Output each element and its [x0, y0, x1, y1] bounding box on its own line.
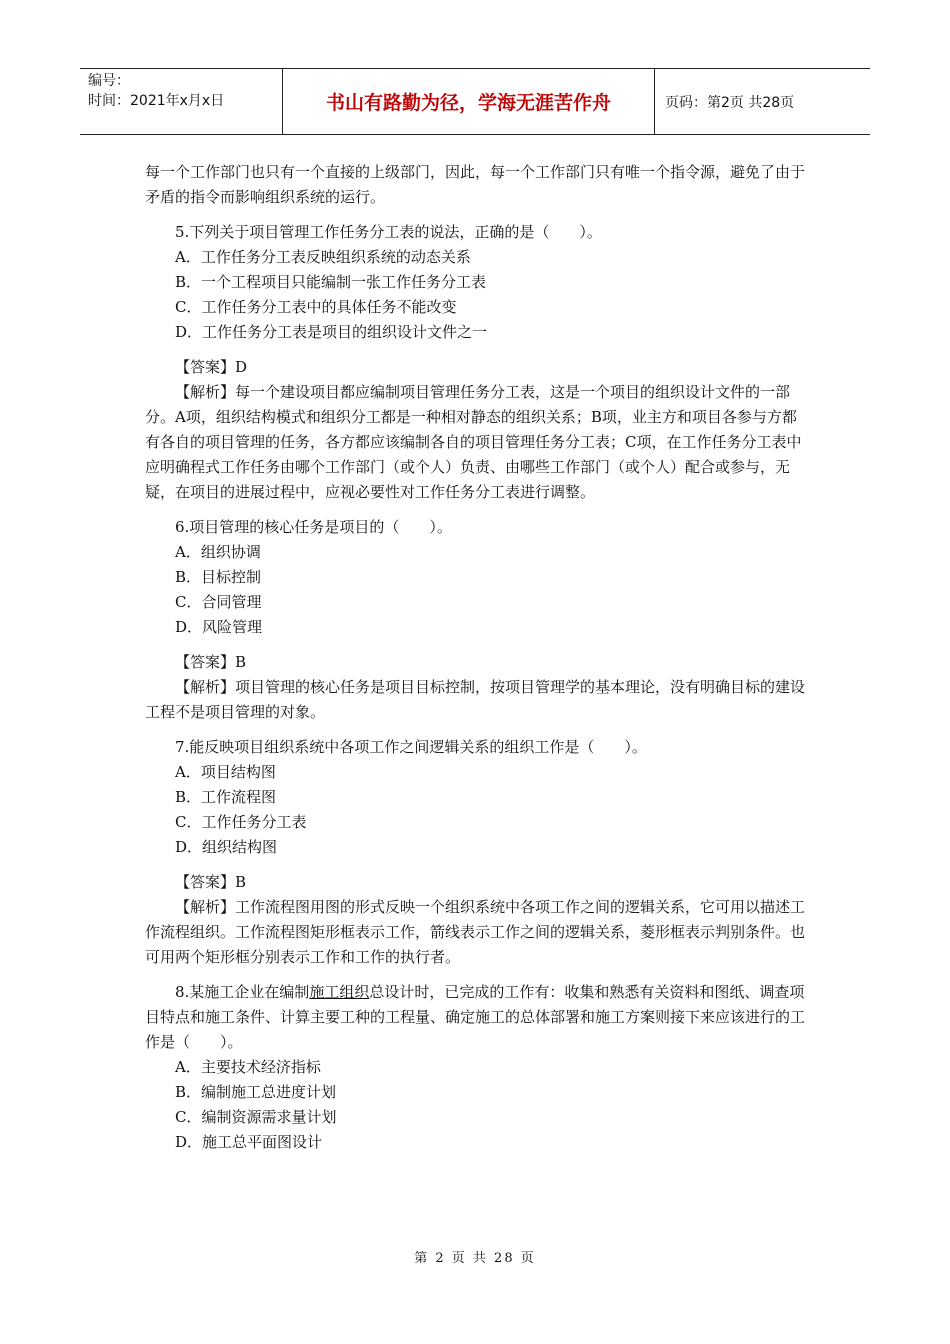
- answer-6: 【答案】B: [175, 653, 247, 671]
- question-6: 6.项目管理的核心任务是项目的（ ）。: [175, 518, 452, 536]
- page-label: 页码：第2页 共28页: [665, 94, 795, 111]
- answer-5: 【答案】D: [175, 358, 248, 376]
- intro-paragraph: 每一个工作部门也只有一个直接的上级部门，因此，每一个工作部门只有唯一个指令源，避免了由于矛盾的指令而影响组织系统的运行。: [145, 163, 806, 206]
- option: D．风险管理: [175, 618, 263, 636]
- option: A．组织协调: [175, 543, 261, 561]
- option: C．编制资源需求量计划: [175, 1108, 337, 1126]
- document-body: [145, 160, 810, 1155]
- question-8-pre: 8.某施工企业在编制: [175, 983, 310, 1001]
- option: A．主要技术经济指标: [175, 1058, 321, 1076]
- option: D．组织结构图: [175, 838, 278, 856]
- page-header: [80, 68, 870, 135]
- option: D．工作任务分工表是项目的组织设计文件之一: [175, 323, 488, 341]
- question-7: 7.能反映项目组织系统中各项工作之间逻辑关系的组织工作是（ ）。: [175, 738, 647, 756]
- answer-7: 【答案】B: [175, 873, 247, 891]
- header-left: [80, 69, 283, 134]
- option: C．合同管理: [175, 593, 262, 611]
- analysis-7: 【解析】工作流程图用图的形式反映一个组织系统中各项工作之间的逻辑关系，它可用以描述工作流程组织。工作流程图矩形框表示工作，箭线表示工作之间的逻辑关系，菱形框表示判别条件。也可用两个矩形框分别表示工作和工作的执行者。: [145, 898, 806, 966]
- motto: 书山有路勤为径，学海无涯苦作舟: [283, 69, 655, 134]
- analysis-6: 【解析】项目管理的核心任务是项目目标控制，按项目管理学的基本理论，没有明确目标的建设工程不是项目管理的对象。: [145, 678, 806, 721]
- option: C．工作任务分工表中的具体任务不能改变: [175, 298, 457, 316]
- question-8-link[interactable]: 施工组织: [309, 983, 370, 1001]
- option: B．一个工程项目只能编制一张工作任务分工表: [175, 273, 487, 291]
- option: B．编制施工总进度计划: [175, 1083, 337, 1101]
- code-label: 编号：: [88, 73, 130, 89]
- date-label: 时间：2021年x月x日: [88, 93, 225, 109]
- question-8: [145, 980, 810, 1055]
- analysis-5: 【解析】每一个建设项目都应编制项目管理任务分工表，这是一个项目的组织设计文件的一部分。A项，组织结构模式和组织分工都是一种相对静态的组织关系；B项，业主方和项目各参与方都有各自的项目管理的任务，各方都应该编制各自的项目管理任务分工表；C项，在工作任务分工表中应明确程式工作任务由哪个工作部门（或个人）负责、由哪些工作部门（或个人）配合或参与，无疑，在项目的进展过程中，应视必要性对工作任务分工表进行调整。: [145, 383, 802, 501]
- option: A．工作任务分工表反映组织系统的动态关系: [175, 248, 471, 266]
- option: D．施工总平面图设计: [175, 1133, 323, 1151]
- option: A．项目结构图: [175, 763, 276, 781]
- option: C．工作任务分工表: [175, 813, 307, 831]
- option: B．目标控制: [175, 568, 262, 586]
- option: B．工作流程图: [175, 788, 277, 806]
- page-footer: 第 2 页 共 28 页: [414, 1251, 536, 1266]
- question-5: 5.下列关于项目管理工作任务分工表的说法，正确的是（ ）。: [175, 223, 602, 241]
- question-8-post: 总设计时，已完成的工作有：收集和熟悉有关资料和图纸、调查项目特点和施工条件、计算主要工种的工程量、确定施工的总体部署和施工方案则接下来应该进行的工作是（ ）。: [145, 983, 806, 1051]
